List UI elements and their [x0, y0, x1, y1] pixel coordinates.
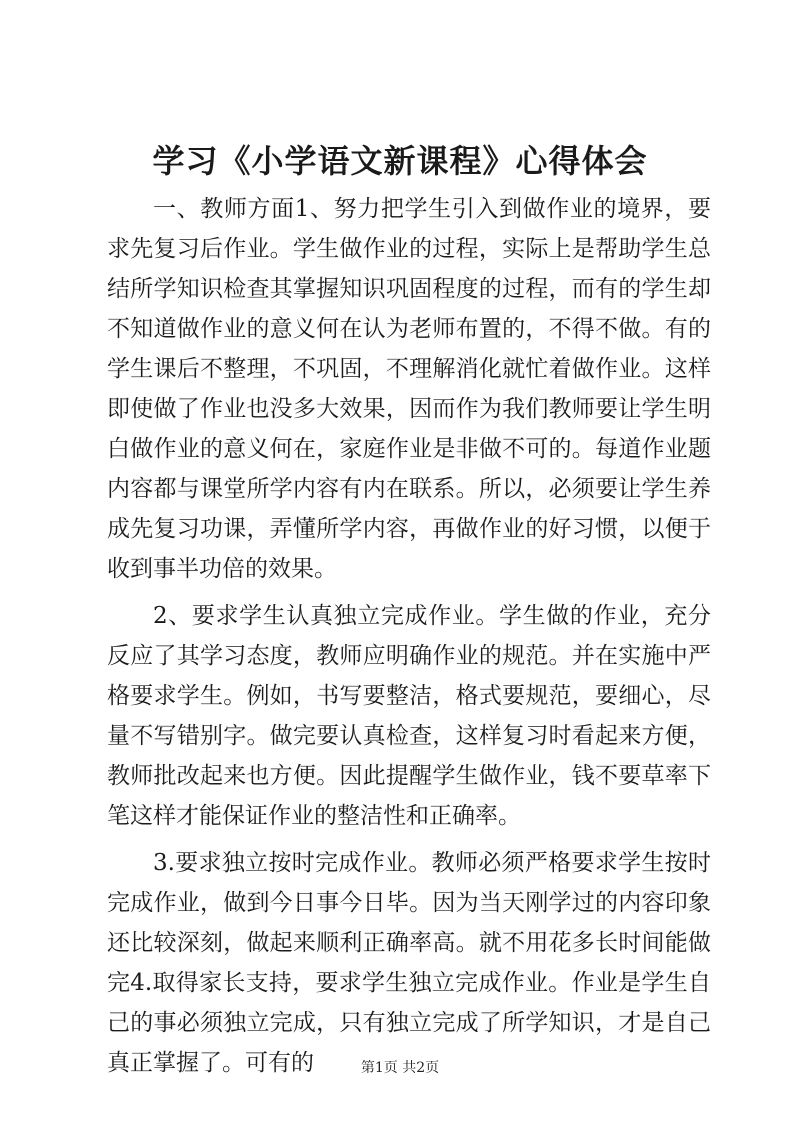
paragraph-teacher-aspect: 一、教师方面1、努力把学生引入到做作业的境界，要求先复习后作业。学生做作业的过程，实际上是帮助学生总结所学知识检查其掌握知识巩固程度的过程，而有的学生却不知道做作业的意义何在认为老师布置的，不得不做。有的学生课后不整理，不巩固，不理解消化就忙着做作业。这样即使做了作业也没多大效果，因而作为我们教师要让学生明白做作业的意义何在，家庭作业是非做不可的。每道作业题内容都与课堂所学内容有内在联系。所以，必须要让学生养成先复习功课，弄懂所学内容，再做作业的好习惯，以便于收到事半功倍的效果。 — [107, 196, 711, 582]
document-title: 学习《小学语文新课程》心得体会 — [152, 142, 648, 180]
page-footer: 第1页 共2页 — [360, 1060, 440, 1076]
paragraph-independent-homework: 2、要求学生认真独立完成作业。学生做的作业，充分反应了其学习态度，教师应明确作业的规范。并在实施中严格要求学生。例如，书写要整洁，格式要规范，要细心，尽量不写错别字。做完要认真检查，这样复习时看起来方便，教师批改起来也方便。因此提醒学生做作业，钱不要草率下笔这样才能保证作业的整洁性和正确率。 — [107, 603, 711, 829]
paragraph-on-time-homework: 3.要求独立按时完成作业。教师必须严格要求学生按时完成作业，做到今日事今日毕。因为当天刚学过的内容印象还比较深刻，做起来顺利正确率高。就不用花多长时间能做完4.取得家长支持，要求学生独立完成作业。作业是学生自己的事必须独立完成，只有独立完成了所学知识，才是自己真正掌握了。可有的 — [107, 850, 711, 1076]
document-body — [107, 189, 711, 1090]
